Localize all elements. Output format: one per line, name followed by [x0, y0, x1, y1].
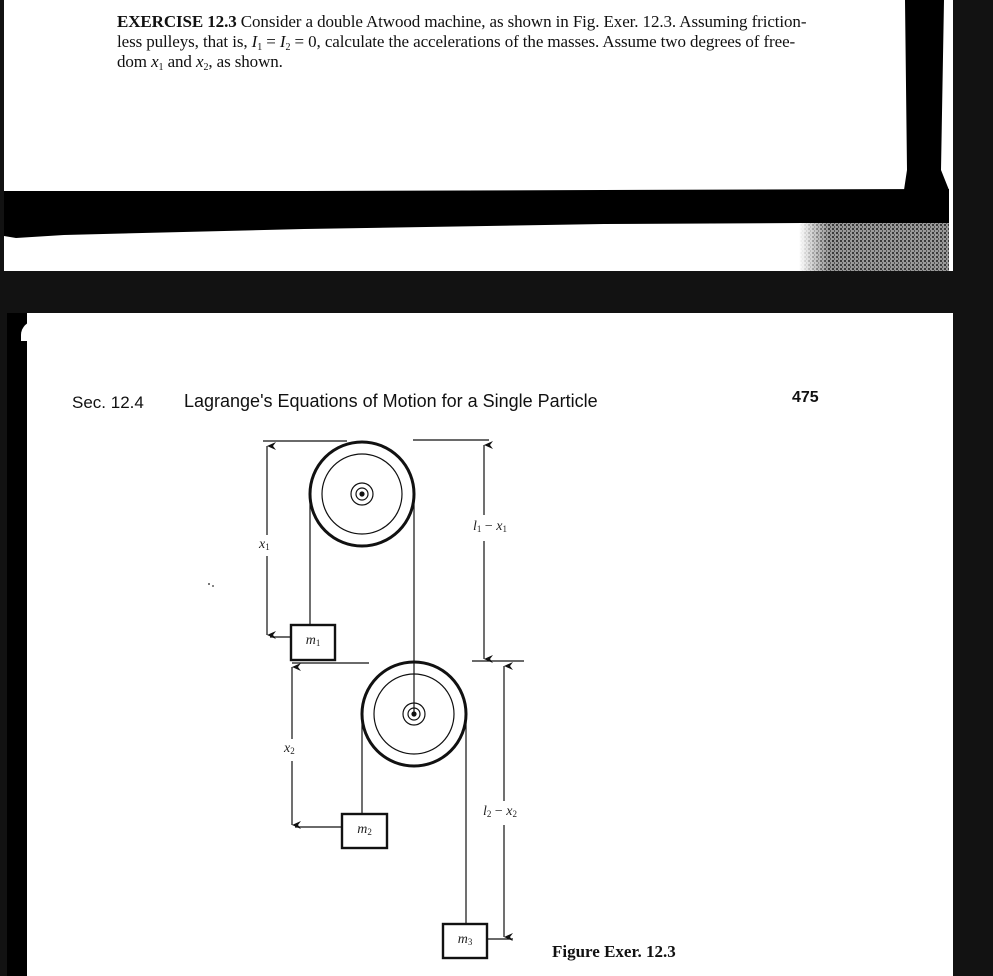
exercise-line-1: Consider a double Atwood machine, as shown in Fig. Exer. 12.3. Assuming friction- [240, 12, 807, 31]
symbol-I1-sub: 1 [257, 42, 263, 53]
pulley-1 [310, 442, 414, 546]
label-l2-minus-x2: $l_2 - x_2$ [483, 804, 518, 819]
exercise-line-3c: , as shown. [208, 52, 283, 71]
symbol-x2: x [195, 52, 204, 71]
top-page [4, 0, 953, 271]
double-atwood-figure [7, 313, 953, 976]
equals-sign: = [262, 32, 280, 51]
exercise-statement [117, 12, 877, 72]
label-l1-minus-x1: $l_1 - x_1$ [473, 519, 508, 534]
bottom-page [7, 313, 953, 976]
page-number: 475 [792, 389, 819, 406]
mass-m2-label: $m_2$ [357, 822, 372, 837]
symbol-I1: I [251, 32, 258, 51]
symbol-I2: I [279, 32, 286, 51]
figure-caption: Figure Exer. 12.3 [552, 942, 676, 961]
label-x1: $x_1$ [259, 537, 270, 552]
section-title: Lagrange's Equations of Motion for a Single Particle [184, 391, 598, 411]
symbol-x1-sub: 1 [158, 62, 164, 73]
exercise-line-3a: dom [117, 52, 152, 71]
symbol-x2-sub: 2 [203, 62, 209, 73]
mass-m3-label: $m_3$ [457, 932, 473, 947]
exercise-line-2a: less pulleys, that is, [117, 32, 252, 51]
exercise-label: EXERCISE 12.3 [117, 12, 237, 31]
symbol-I2-sub: 2 [285, 42, 291, 53]
label-x2: $x_2$ [284, 741, 295, 756]
exercise-line-2b: = 0, calculate the accelerations of the masses. Assume two degrees of free- [290, 32, 796, 51]
section-number: Sec. 12.4 [72, 393, 144, 412]
exercise-line-3b: and [163, 52, 196, 71]
mass-m1-label: $m_1$ [305, 633, 321, 648]
symbol-x1: x [151, 52, 159, 71]
